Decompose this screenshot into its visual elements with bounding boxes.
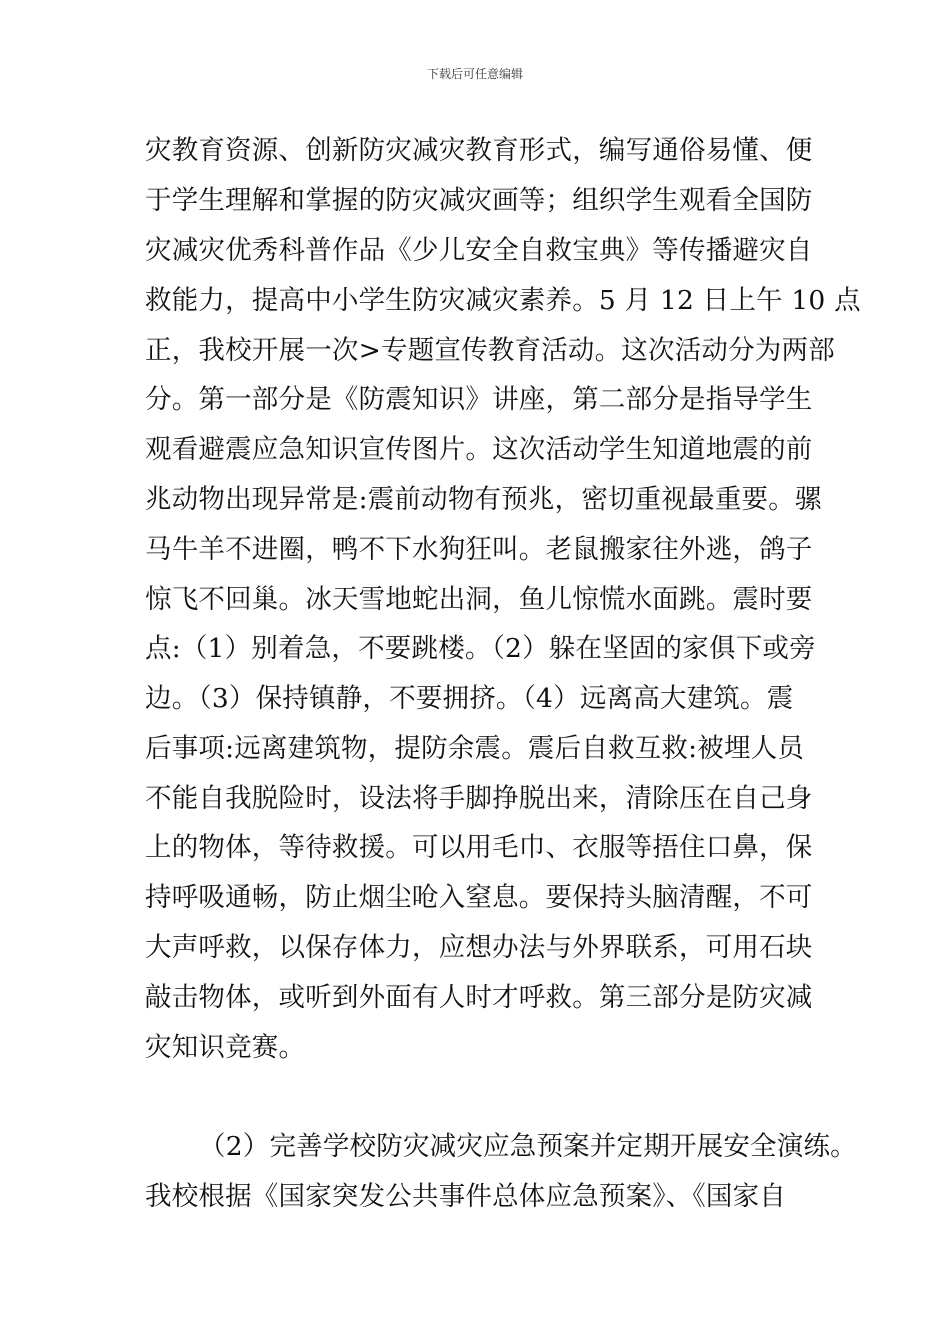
text-line: 持呼吸通畅，防止烟尘呛入窒息。要保持头脑清醒，不可 [145,882,813,913]
text-line: 不能自我脱险时，设法将手脚挣脱出来，清除压在自己身 [145,783,813,814]
text-line: 灾知识竞赛。 [145,1032,306,1063]
text-line: 惊飞不回巢。冰天雪地蛇出洞，鱼儿惊慌水面跳。震时要 [145,584,813,615]
text-line: 分。第一部分是《防震知识》讲座，第二部分是指导学生 [145,384,813,415]
text-line: 正，我校开展一次>专题宣传教育活动。这次活动分为两部 [145,335,835,366]
text-line: 于学生理解和掌握的防灾减灾画等；组织学生观看全国防 [145,185,813,216]
text-line: 灾减灾优秀科普作品《少儿安全自救宝典》等传播避灾自 [145,235,813,266]
text-line: 敲击物体，或听到外面有人时才呼救。第三部分是防灾减 [145,982,813,1013]
text-line: 点:（1）别着急，不要跳楼。（2）躲在坚固的家俱下或旁 [145,633,816,664]
text-line: 灾教育资源、创新防灾减灾教育形式，编写通俗易懂、便 [145,135,813,166]
text-line: 观看避震应急知识宣传图片。这次活动学生知道地震的前 [145,434,813,465]
text-line: 我校根据《国家突发公共事件总体应急预案》、《国家自 [145,1181,786,1212]
text-line: 边。（3）保持镇静，不要拥挤。（4）远离高大建筑。震 [145,683,794,714]
text-line: （2）完善学校防灾减灾应急预案并定期开展安全演练。 [199,1131,857,1162]
text-line: 兆动物出现异常是:震前动物有预兆，密切重视最重要。骡 [145,484,822,515]
text-line: 上的物体，等待救援。可以用毛巾、衣服等捂住口鼻，保 [145,832,813,863]
text-line: 后事项:远离建筑物，提防余震。震后自救互救:被埋人员 [145,733,805,764]
text-line: 马牛羊不进圈，鸭不下水狗狂叫。老鼠搬家往外逃，鸽子 [145,534,813,565]
header-note: 下载后可任意编辑 [426,67,523,81]
text-line: 大声呼救，以保存体力，应想办法与外界联系，可用石块 [145,932,813,963]
text-line: 救能力，提高中小学生防灾减灾素养。5 月 12 日上午 10 点 [145,285,861,316]
